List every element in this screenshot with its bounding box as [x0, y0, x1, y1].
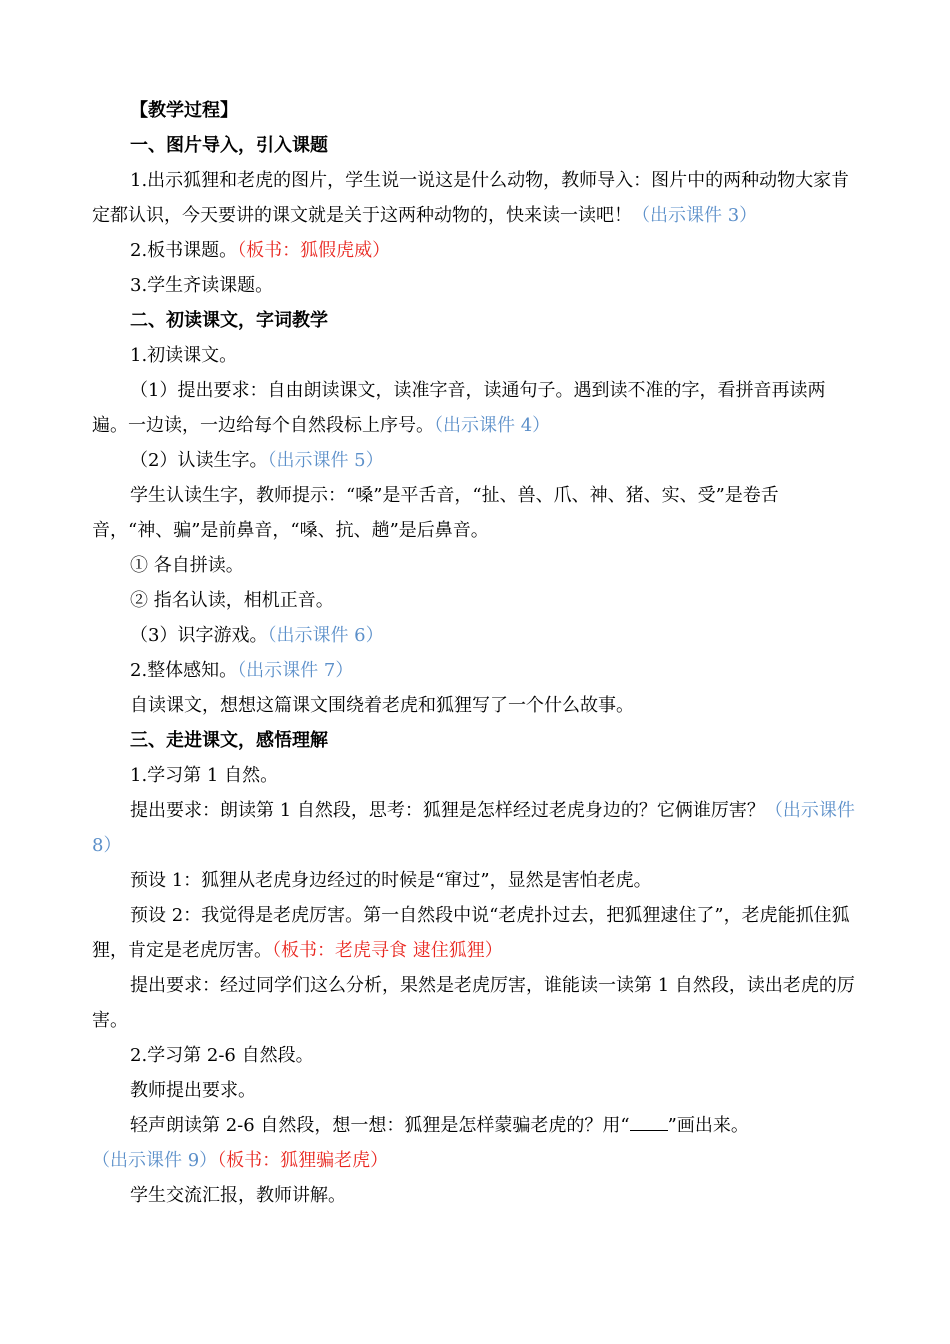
- paragraph: 1.学习第 1 自然。: [130, 765, 279, 786]
- section-heading-1: 一、图片导入，引入课题: [130, 135, 328, 156]
- paragraph: 预设 1：狐狸从老虎身边经过的时候是“窜过”，显然是害怕老虎。: [130, 870, 652, 891]
- paragraph: 学生交流汇报，教师讲解。: [130, 1185, 346, 1206]
- paragraph: ② 指名认读，相机正音。: [130, 590, 334, 611]
- section-heading-teaching-process: 【教学过程】: [130, 100, 238, 121]
- paragraph: 轻声朗读第 2-6 自然段，想一想：狐狸是怎样蒙骗老虎的？用“ ”画出来。（出示课件 9）（板书：狐狸骗老虎）: [92, 1115, 749, 1171]
- paragraph: ① 各自拼读。: [130, 555, 244, 576]
- blackboard-note: （板书：狐狸骗老虎）: [217, 1150, 389, 1171]
- section-heading-3: 三、走进课文，感悟理解: [130, 730, 328, 751]
- paragraph: （1）提出要求：自由朗读课文，读准字音，读通句子。遇到读不准的字，看拼音再读两遍。一边读，一边给每个自然段标上序号。（出示课件 4）: [92, 380, 826, 436]
- courseware-note: （出示课件 7）: [237, 660, 354, 681]
- paragraph: 学生认读生字，教师提示：“嗓”是平舌音，“扯、兽、爪、神、猪、实、受”是卷舌音，“神、骗”是前鼻音，“嗓、抗、趟”是后鼻音。: [92, 485, 779, 541]
- courseware-note: （出示课件 5）: [267, 450, 384, 471]
- courseware-note: （出示课件 6）: [267, 625, 384, 646]
- paragraph: 1.初读课文。: [130, 345, 238, 366]
- courseware-note: （出示课件 9）: [92, 1150, 218, 1171]
- paragraph: 2.学习第 2-6 自然段。: [130, 1045, 314, 1066]
- paragraph: 提出要求：朗读第 1 自然段，思考：狐狸是怎样经过老虎身边的？它俩谁厉害？（出示课件 8）: [92, 800, 855, 856]
- blackboard-note: （板书：老虎寻食 逮住狐狸）: [272, 940, 503, 961]
- underline-blank: [630, 1116, 668, 1131]
- paragraph: （3）识字游戏。（出示课件 6）: [130, 625, 384, 646]
- paragraph: 提出要求：经过同学们这么分析，果然是老虎厉害，谁能读一读第 1 自然段，读出老虎的厉害。: [92, 975, 855, 1031]
- blackboard-note: （板书：狐假虎威）: [237, 240, 391, 261]
- courseware-note: （出示课件 3）: [632, 205, 758, 226]
- paragraph: 2.板书课题。（板书：狐假虎威）: [130, 240, 391, 261]
- lesson-document: [92, 93, 858, 1213]
- paragraph: 2.整体感知。（出示课件 7）: [130, 660, 354, 681]
- paragraph: 预设 2：我觉得是老虎厉害。第一自然段中说“老虎扑过去，把狐狸逮住了”，老虎能抓住狐狸，肯定是老虎厉害。（板书：老虎寻食 逮住狐狸）: [92, 905, 850, 961]
- paragraph: （2）认读生字。（出示课件 5）: [130, 450, 384, 471]
- section-heading-2: 二、初读课文，字词教学: [130, 310, 328, 331]
- paragraph: 1.出示狐狸和老虎的图片，学生说一说这是什么动物，教师导入：图片中的两种动物大家肯定都认识，今天要讲的课文就是关于这两种动物的，快来读一读吧！（出示课件 3）: [92, 170, 850, 226]
- courseware-note: （出示课件 8）: [92, 800, 855, 856]
- paragraph: 3.学生齐读课题。: [130, 275, 274, 296]
- paragraph: 自读课文，想想这篇课文围绕着老虎和狐狸写了一个什么故事。: [130, 695, 634, 716]
- paragraph: 教师提出要求。: [130, 1080, 256, 1101]
- courseware-note: （出示课件 4）: [434, 415, 551, 436]
